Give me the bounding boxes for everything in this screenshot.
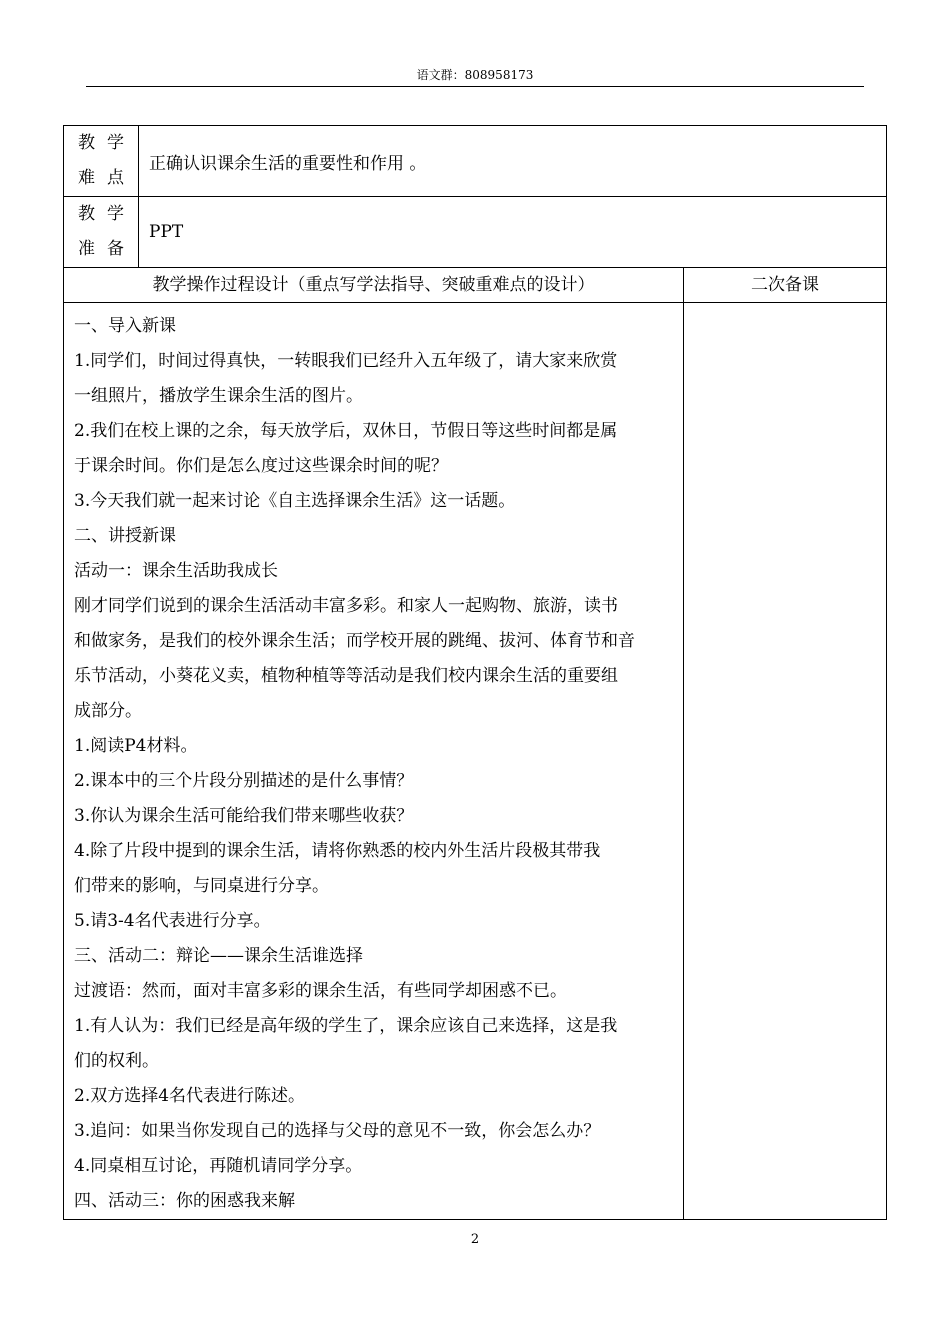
page-footer	[0, 1232, 950, 1247]
process-line: 4.同桌相互讨论，再随机请同学分享。	[74, 1156, 363, 1176]
difficulty-row	[64, 126, 887, 197]
process-line: 四、活动三：你的困惑我来解	[74, 1191, 295, 1211]
process-content	[64, 303, 684, 1220]
preparation-label	[64, 197, 139, 268]
difficulty-text: 正确认识课余生活的重要性和作用 。	[149, 153, 427, 174]
process-line: 活动一：课余生活助我成长	[74, 561, 278, 581]
preparation-row	[64, 197, 887, 268]
difficulty-content	[139, 126, 887, 197]
process-line: 4.除了片段中提到的课余生活，请将你熟悉的校内外生活片段极其带我	[74, 841, 601, 861]
process-line: 5.请3-4名代表进行分享。	[74, 911, 271, 931]
process-line: 一组照片，播放学生课余生活的图片。	[74, 386, 363, 406]
process-line: 乐节活动，小葵花义卖，植物种植等等活动是我们校内课余生活的重要组	[74, 666, 618, 686]
process-line: 2.课本中的三个片段分别描述的是什么事情？	[74, 771, 414, 791]
difficulty-label	[64, 126, 139, 197]
process-body-row	[64, 303, 887, 1220]
page-number: 2	[470, 1232, 480, 1247]
preparation-label-line1: 教学	[78, 204, 136, 224]
process-header-right	[684, 268, 887, 303]
page-header	[86, 66, 864, 87]
process-line: 3.今天我们就一起来讨论《自主选择课余生活》这一话题。	[74, 491, 516, 511]
process-line: 2.我们在校上课的之余，每天放学后，双休日，节假日等这些时间都是属	[74, 421, 618, 441]
process-line: 于课余时间。你们是怎么度过这些课余时间的呢？	[74, 456, 448, 476]
process-line: 刚才同学们说到的课余生活活动丰富多彩。和家人一起购物、旅游，读书	[74, 596, 618, 616]
process-line: 3.追问：如果当你发现自己的选择与父母的意见不一致，你会怎么办？	[74, 1121, 601, 1141]
process-line: 1.阅读P4材料。	[74, 736, 198, 756]
process-line: 1.同学们，时间过得真快，一转眼我们已经升入五年级了，请大家来欣赏	[74, 351, 618, 371]
lesson-plan-table	[63, 125, 887, 1220]
process-line: 1.有人认为：我们已经是高年级的学生了，课余应该自己来选择，这是我	[74, 1016, 618, 1036]
process-line: 3.你认为课余生活可能给我们带来哪些收获？	[74, 806, 414, 826]
preparation-label-line2: 准备	[78, 239, 136, 259]
process-line: 成部分。	[74, 701, 142, 721]
process-lines	[74, 309, 675, 1219]
process-line: 2.双方选择4名代表进行陈述。	[74, 1086, 306, 1106]
process-header-left-text: 教学操作过程设计（重点写学法指导、突破重难点的设计）	[152, 275, 595, 295]
process-line: 们带来的影响，与同桌进行分享。	[74, 876, 329, 896]
difficulty-label-line1: 教学	[78, 133, 136, 153]
process-line: 一、导入新课	[74, 316, 176, 336]
process-line: 过渡语：然而，面对丰富多彩的课余生活，有些同学却困惑不已。	[74, 981, 567, 1001]
process-line: 二、讲授新课	[74, 526, 176, 546]
process-line: 和做家务，是我们的校外课余生活；而学校开展的跳绳、拔河、体育节和音	[74, 631, 635, 651]
header-text: 语文群：808958173	[416, 68, 534, 82]
second-prep-content	[684, 303, 887, 1220]
process-line: 们的权利。	[74, 1051, 159, 1071]
process-header-right-text: 二次备课	[751, 275, 819, 295]
process-header-left	[64, 268, 684, 303]
difficulty-label-line2: 难点	[78, 168, 136, 188]
process-header-row	[64, 268, 887, 303]
preparation-text: PPT	[149, 222, 184, 242]
process-line: 三、活动二：辩论——课余生活谁选择	[74, 946, 363, 966]
preparation-content	[139, 197, 887, 268]
